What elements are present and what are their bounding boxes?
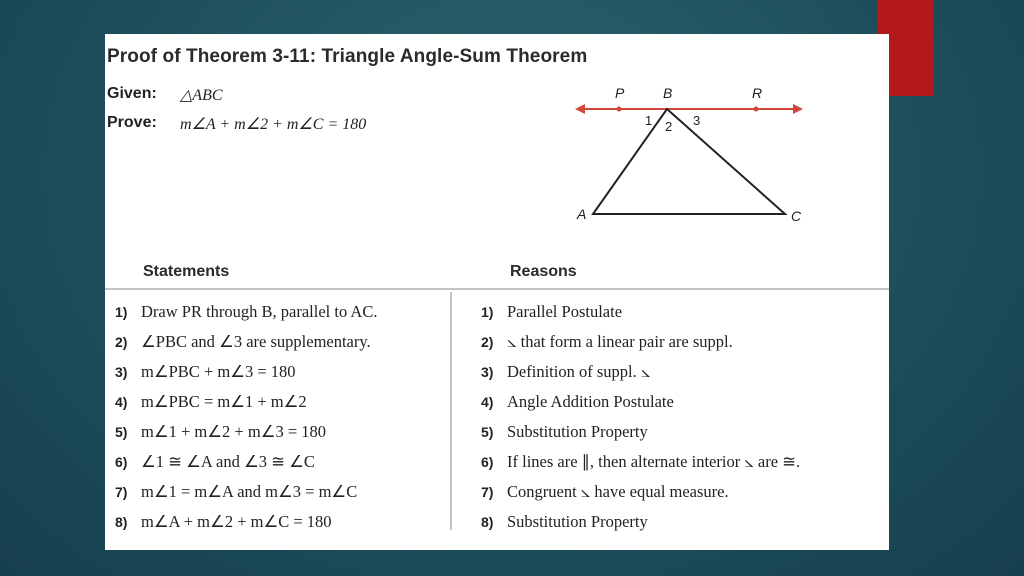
statement-row [115,477,377,507]
label-p: P [615,85,625,101]
reason-text: If lines are ∥, then alternate interior ⦣ are ≅. [507,452,801,471]
angle-3-label: 3 [693,113,701,128]
given-value: △ABC [180,87,223,104]
statement-text: m∠1 = m∠A and m∠3 = m∠C [141,482,358,501]
column-divider [450,292,452,530]
given-label: Given: [107,85,157,102]
reason-text: Congruent ⦣ have equal measure. [507,482,729,501]
row-number: 2) [115,334,128,350]
row-number: 3) [115,364,128,380]
reason-row [481,447,800,477]
row-number: 2) [481,334,494,350]
statement-text: m∠PBC + m∠3 = 180 [141,362,296,381]
statement-row [115,297,377,327]
reason-row [481,417,800,447]
point-r [754,107,759,112]
row-number: 8) [115,514,128,530]
angle-2-label: 2 [665,119,673,134]
proof-title: Proof of Theorem 3-11: Triangle Angle-Sum Theorem [107,46,588,67]
label-b: B [663,85,673,101]
theorem-card [105,34,889,550]
row-number: 6) [115,454,128,470]
row-number: 7) [115,484,128,500]
statement-text: m∠A + m∠2 + m∠C = 180 [141,512,332,531]
row-number: 1) [115,304,128,320]
row-number: 4) [115,394,128,410]
label-c: C [791,208,802,224]
row-number: 4) [481,394,494,410]
reason-text: ⦣ that form a linear pair are suppl. [507,332,733,351]
angle-1-label: 1 [645,113,653,128]
statement-text: Draw PR through B, parallel to AC. [141,302,378,321]
reasons-header: Reasons [510,263,577,280]
statement-text: ∠PBC and ∠3 are supplementary. [141,332,371,351]
row-number: 7) [481,484,494,500]
statement-row [115,327,377,357]
reason-row [481,477,800,507]
prove-value: m∠A + m∠2 + m∠C = 180 [180,116,367,133]
arrow-right-icon [793,104,803,114]
statement-row [115,417,377,447]
triangle-figure [567,79,807,229]
prove-label: Prove: [107,114,157,131]
reason-text: Parallel Postulate [507,302,623,321]
row-number: 8) [481,514,494,530]
statement-text: ∠1 ≅ ∠A and ∠3 ≅ ∠C [141,452,315,471]
row-number: 1) [481,304,494,320]
row-number: 6) [481,454,494,470]
reason-text: Angle Addition Postulate [507,392,674,411]
header-divider [105,288,889,290]
reason-row [481,297,800,327]
statement-row [115,447,377,477]
statement-text: m∠PBC = m∠1 + m∠2 [141,392,307,411]
reason-text: Substitution Property [507,512,648,531]
reason-row [481,327,800,357]
reason-text: Substitution Property [507,422,648,441]
reasons-list [481,297,800,537]
statement-row [115,387,377,417]
reason-text: Definition of suppl. ⦣ [507,362,651,381]
triangle-abc [593,109,785,214]
label-r: R [752,85,763,101]
row-number: 5) [115,424,128,440]
statement-text: m∠1 + m∠2 + m∠3 = 180 [141,422,327,441]
row-number: 5) [481,424,494,440]
statement-row [115,357,377,387]
label-a: A [577,206,587,222]
statements-list [115,297,377,537]
arrow-left-icon [575,104,585,114]
statement-row [115,507,377,537]
reason-row [481,357,800,387]
point-p [617,107,622,112]
row-number: 3) [481,364,494,380]
reason-row [481,387,800,417]
statements-header: Statements [143,263,230,280]
reason-row [481,507,800,537]
